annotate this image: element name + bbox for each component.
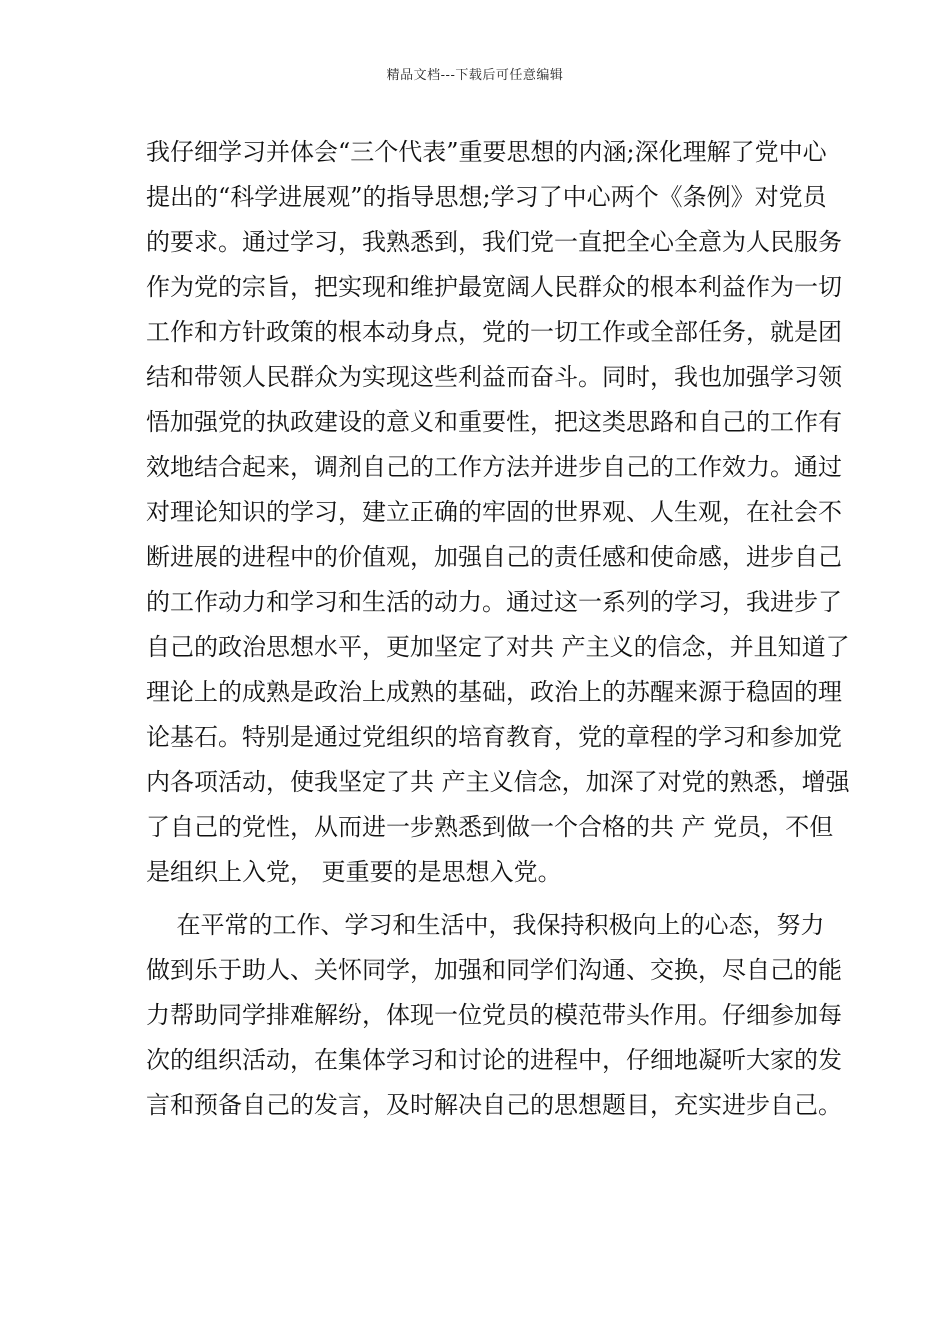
text-line: 言和预备自己的发言，及时解决自己的思想题目，充实进步自己。: [146, 1091, 842, 1119]
text-line: 了自己的党性，从而进一步熟悉到做一个合格的共 产 党员，不但: [146, 813, 834, 841]
text-line: 次的组织活动，在集体学习和讨论的进程中，仔细地凝听大家的发: [146, 1046, 842, 1074]
text-line: 效地结合起来，调剂自己的工作方法并进步自己的工作效力。通过: [146, 453, 842, 481]
text-line: 理论上的成熟是政治上成熟的基础，政治上的苏醒来源于稳固的理: [146, 678, 842, 706]
text-line: 悟加强党的执政建设的意义和重要性，把这类思路和自己的工作有: [146, 408, 842, 436]
paragraph-2: [146, 903, 842, 1128]
text-line: 论基石。特别是通过党组织的培育教育，党的章程的学习和参加党: [146, 723, 842, 751]
page-header: 精品文档---下载后可任意编辑: [386, 68, 564, 83]
text-line: 的要求。通过学习，我熟悉到，我们党一直把全心全意为人民服务: [146, 228, 842, 256]
paragraph-1: [146, 130, 850, 895]
text-line: 工作和方针政策的根本动身点，党的一切工作或全部任务，就是团: [146, 318, 842, 346]
text-line: 自己的政治思想水平，更加坚定了对共 产主义的信念，并且知道了: [146, 633, 850, 661]
text-line: 是组织上入党， 更重要的是思想入党。: [146, 858, 562, 886]
document-body: [146, 130, 850, 1128]
text-line: 的工作动力和学习和生活的动力。通过这一系列的学习，我进步了: [146, 588, 842, 616]
text-line: 作为党的宗旨，把实现和维护最宽阔人民群众的根本利益作为一切: [146, 273, 842, 301]
text-line: 做到乐于助人、关怀同学，加强和同学们沟通、交换，尽自己的能: [146, 956, 842, 984]
text-line: 断进展的进程中的价值观，加强自己的责任感和使命感，进步自己: [146, 543, 842, 571]
text-line: 提出的“科学进展观”的指导思想;学习了中心两个《条例》对党员: [146, 183, 827, 211]
text-line: 力帮助同学排难解纷，体现一位党员的模范带头作用。仔细参加每: [146, 1001, 842, 1029]
text-line: 在平常的工作、学习和生活中，我保持积极向上的心态，努力: [146, 911, 825, 939]
text-line: 内各项活动，使我坚定了共 产主义信念，加深了对党的熟悉，增强: [146, 768, 850, 796]
text-line: 我仔细学习并体会“三个代表”重要思想的内涵;深化理解了党中心: [146, 138, 827, 166]
text-line: 结和带领人民群众为实现这些利益而奋斗。同时，我也加强学习领: [146, 363, 842, 391]
text-line: 对理论知识的学习，建立正确的牢固的世界观、人生观，在社会不: [146, 498, 842, 526]
